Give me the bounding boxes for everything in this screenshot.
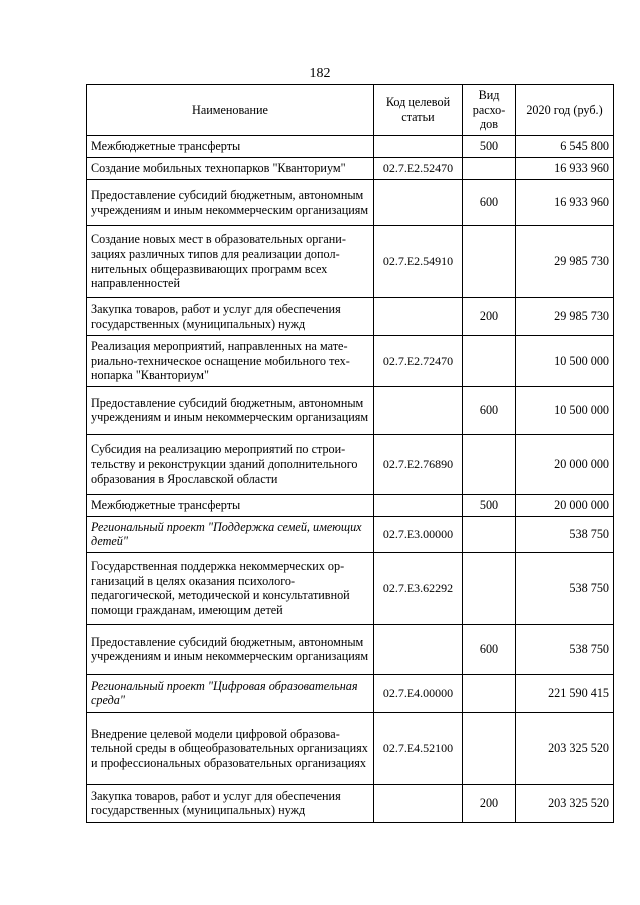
row-amount: 20 000 000	[516, 494, 614, 516]
header-code: Код целевой статьи	[374, 85, 463, 136]
table-row	[87, 136, 614, 158]
row-kind: 500	[463, 136, 516, 158]
row-name: Создание новых мест в образовательных организациях различных типов для реализации дополнительных общеразвивающих программ всех направленностей	[87, 226, 374, 298]
row-name: Межбюджетные трансферты	[87, 494, 374, 516]
table-body	[87, 136, 614, 823]
header-kind: Вид расхо-дов	[463, 85, 516, 136]
row-name: Государственная поддержка некоммерческих организаций в целях оказания психолого-педагогической, методической и консультативной помощи гражданам, имеющим детей	[87, 552, 374, 624]
row-amount: 538 750	[516, 516, 614, 552]
row-kind	[463, 552, 516, 624]
row-name: Внедрение целевой модели цифровой образовательной среды в общеобразовательных организациях и профессиональных образовательных организациях	[87, 712, 374, 784]
table-row	[87, 516, 614, 552]
row-code: 02.7.E2.72470	[374, 336, 463, 387]
row-kind	[463, 226, 516, 298]
row-kind: 600	[463, 624, 516, 674]
row-name: Предоставление субсидий бюджетным, автономным учреждениям и иным некоммерческим организациям	[87, 180, 374, 226]
row-kind: 200	[463, 298, 516, 336]
row-code	[374, 298, 463, 336]
table-row	[87, 434, 614, 494]
row-code	[374, 386, 463, 434]
row-name: Региональный проект "Поддержка семей, имеющих детей"	[87, 516, 374, 552]
row-kind	[463, 674, 516, 712]
row-amount: 16 933 960	[516, 158, 614, 180]
row-kind: 600	[463, 180, 516, 226]
row-code: 02.7.E3.62292	[374, 552, 463, 624]
header-name: Наименование	[87, 85, 374, 136]
header-amount: 2020 год (руб.)	[516, 85, 614, 136]
row-code	[374, 136, 463, 158]
row-amount: 203 325 520	[516, 784, 614, 822]
row-kind	[463, 434, 516, 494]
row-kind	[463, 336, 516, 387]
row-name: Закупка товаров, работ и услуг для обеспечения государственных (муниципальных) нужд	[87, 298, 374, 336]
row-name: Межбюджетные трансферты	[87, 136, 374, 158]
row-amount: 538 750	[516, 552, 614, 624]
row-name: Закупка товаров, работ и услуг для обеспечения государственных (муниципальных) нужд	[87, 784, 374, 822]
row-code: 02.7.E2.76890	[374, 434, 463, 494]
table-row	[87, 494, 614, 516]
row-code: 02.7.E4.00000	[374, 674, 463, 712]
row-code: 02.7.E3.00000	[374, 516, 463, 552]
row-name: Региональный проект "Цифровая образовательная среда"	[87, 674, 374, 712]
row-kind	[463, 712, 516, 784]
row-amount: 203 325 520	[516, 712, 614, 784]
row-code: 02.7.E2.54910	[374, 226, 463, 298]
table-row	[87, 552, 614, 624]
row-kind: 200	[463, 784, 516, 822]
row-code: 02.7.E2.52470	[374, 158, 463, 180]
table-row	[87, 180, 614, 226]
table-row	[87, 336, 614, 387]
table-row	[87, 674, 614, 712]
row-name: Предоставление субсидий бюджетным, автономным учреждениям и иным некоммерческим организациям	[87, 624, 374, 674]
row-code	[374, 784, 463, 822]
table-row	[87, 784, 614, 822]
row-kind: 500	[463, 494, 516, 516]
table-row	[87, 624, 614, 674]
row-code	[374, 494, 463, 516]
table-row	[87, 712, 614, 784]
row-kind: 600	[463, 386, 516, 434]
table-row	[87, 158, 614, 180]
row-code	[374, 180, 463, 226]
row-amount: 20 000 000	[516, 434, 614, 494]
row-amount: 29 985 730	[516, 298, 614, 336]
row-amount: 10 500 000	[516, 386, 614, 434]
row-kind	[463, 516, 516, 552]
budget-table	[86, 84, 614, 823]
row-name: Реализация мероприятий, направленных на материально-техническое оснащение мобильного технопарка "Кванториум"	[87, 336, 374, 387]
row-amount: 538 750	[516, 624, 614, 674]
row-kind	[463, 158, 516, 180]
table-header-row	[87, 85, 614, 136]
row-code: 02.7.E4.52100	[374, 712, 463, 784]
row-amount: 221 590 415	[516, 674, 614, 712]
row-name: Создание мобильных технопарков "Кванториум"	[87, 158, 374, 180]
row-name: Субсидия на реализацию мероприятий по строительству и реконструкции зданий дополнительного образования в Ярославской области	[87, 434, 374, 494]
row-amount: 29 985 730	[516, 226, 614, 298]
row-amount: 16 933 960	[516, 180, 614, 226]
row-code	[374, 624, 463, 674]
table-row	[87, 298, 614, 336]
row-amount: 6 545 800	[516, 136, 614, 158]
row-amount: 10 500 000	[516, 336, 614, 387]
page-number: 182	[309, 66, 331, 81]
row-name: Предоставление субсидий бюджетным, автономным учреждениям и иным некоммерческим организациям	[87, 386, 374, 434]
table-row	[87, 386, 614, 434]
table-row	[87, 226, 614, 298]
